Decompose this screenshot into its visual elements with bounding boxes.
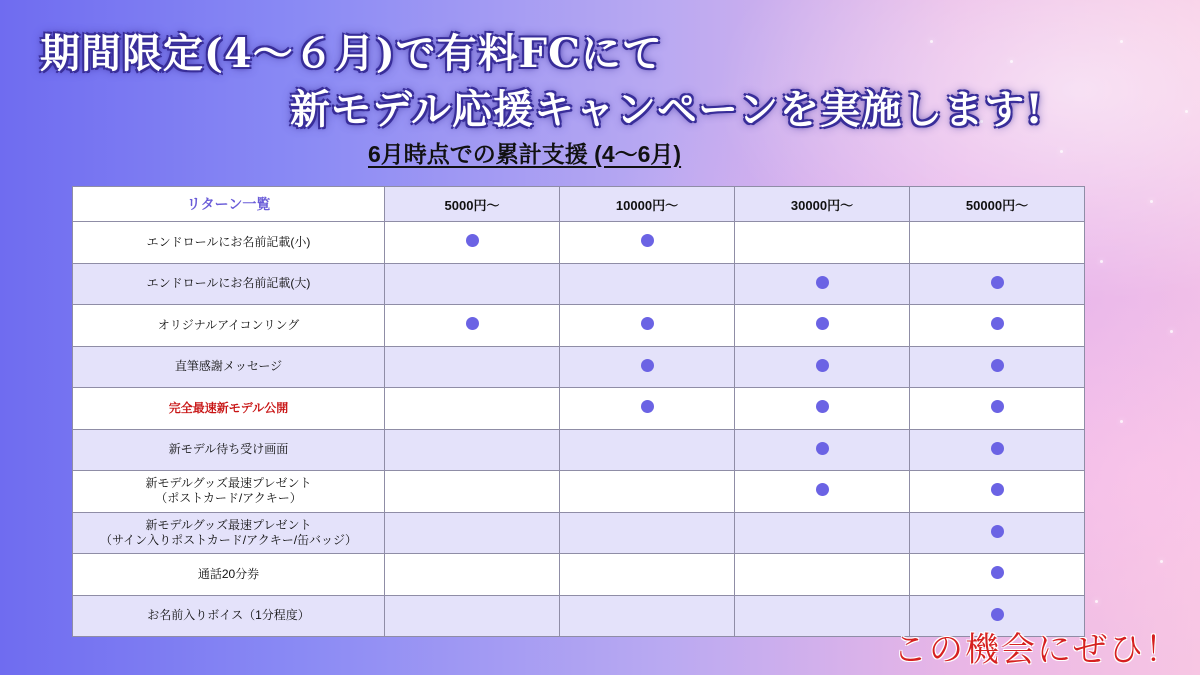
table-row [73,222,1085,264]
included-dot-icon [816,317,829,330]
tier-cell [910,388,1085,430]
return-item-label: お名前入りボイス（1分程度） [73,595,385,637]
table-row [73,429,1085,471]
included-dot-icon [991,276,1004,289]
section-subtitle: 6月時点での累計支援 (4〜6月) [368,141,682,167]
header-tier-30000: 30000円〜 [735,187,910,222]
tier-cell [560,263,735,305]
tier-cell [560,305,735,347]
included-dot-icon [991,483,1004,496]
tier-cell [735,222,910,264]
included-dot-icon [816,400,829,413]
return-item-label: 新モデルグッズ最速プレゼント （ポストカード/アクキー） [73,471,385,513]
tier-cell [385,471,560,513]
tier-cell [560,512,735,554]
tier-cell [735,263,910,305]
tier-cell [735,388,910,430]
included-dot-icon [816,442,829,455]
tier-cell [385,512,560,554]
tier-cell [560,222,735,264]
tier-cell [385,346,560,388]
headline-line-2: 新モデル応援キャンペーンを実施します! [290,86,1044,133]
included-dot-icon [991,400,1004,413]
return-item-label: 直筆感謝メッセージ [73,346,385,388]
table-row [73,263,1085,305]
return-item-label: 完全最速新モデル公開 [73,388,385,430]
tier-cell [910,222,1085,264]
included-dot-icon [816,483,829,496]
tier-cell [385,222,560,264]
table-row [73,554,1085,596]
tier-cell [560,388,735,430]
tier-cell [910,263,1085,305]
included-dot-icon [991,317,1004,330]
return-item-label: エンドロールにお名前記載(小) [73,222,385,264]
table-row [73,471,1085,513]
return-item-label: 新モデル待ち受け画面 [73,429,385,471]
return-item-label: オリジナルアイコンリング [73,305,385,347]
tier-cell [735,471,910,513]
included-dot-icon [641,400,654,413]
tier-cell [910,471,1085,513]
tier-cell [735,512,910,554]
tier-cell [735,305,910,347]
tier-cell [910,429,1085,471]
included-dot-icon [816,276,829,289]
tier-cell [560,346,735,388]
included-dot-icon [641,359,654,372]
return-item-label: 新モデルグッズ最速プレゼント （サイン入りポストカード/アクキー/缶バッジ） [73,512,385,554]
header-tier-10000: 10000円〜 [560,187,735,222]
included-dot-icon [641,317,654,330]
header-returns-list: リターン一覧 [73,187,385,222]
table-row [73,305,1085,347]
tier-cell [735,554,910,596]
included-dot-icon [991,525,1004,538]
included-dot-icon [991,442,1004,455]
included-dot-icon [991,608,1004,621]
tier-cell [385,554,560,596]
included-dot-icon [991,566,1004,579]
tier-cell [910,512,1085,554]
tier-cell [385,429,560,471]
return-item-label: 通話20分券 [73,554,385,596]
tier-cell [560,429,735,471]
table-header-row [73,187,1085,222]
tier-cell [735,595,910,637]
closing-message: この機会にぜひ！ [893,630,1181,670]
header-tier-5000: 5000円〜 [385,187,560,222]
tier-cell [735,346,910,388]
included-dot-icon [816,359,829,372]
tier-cell [910,305,1085,347]
tier-cell [560,554,735,596]
return-item-label: エンドロールにお名前記載(大) [73,263,385,305]
included-dot-icon [641,234,654,247]
tier-cell [385,263,560,305]
headline-line-1: 期間限定(4〜６月)で有料FCにて [40,30,663,77]
tier-cell [385,305,560,347]
included-dot-icon [466,234,479,247]
included-dot-icon [991,359,1004,372]
table-row [73,346,1085,388]
included-dot-icon [466,317,479,330]
tier-cell [385,595,560,637]
header-tier-50000: 50000円〜 [910,187,1085,222]
tier-cell [735,429,910,471]
tier-cell [560,471,735,513]
returns-table [72,186,1085,637]
table-row [73,388,1085,430]
tier-cell [910,554,1085,596]
tier-cell [910,346,1085,388]
tier-cell [385,388,560,430]
tier-cell [560,595,735,637]
table-row [73,512,1085,554]
